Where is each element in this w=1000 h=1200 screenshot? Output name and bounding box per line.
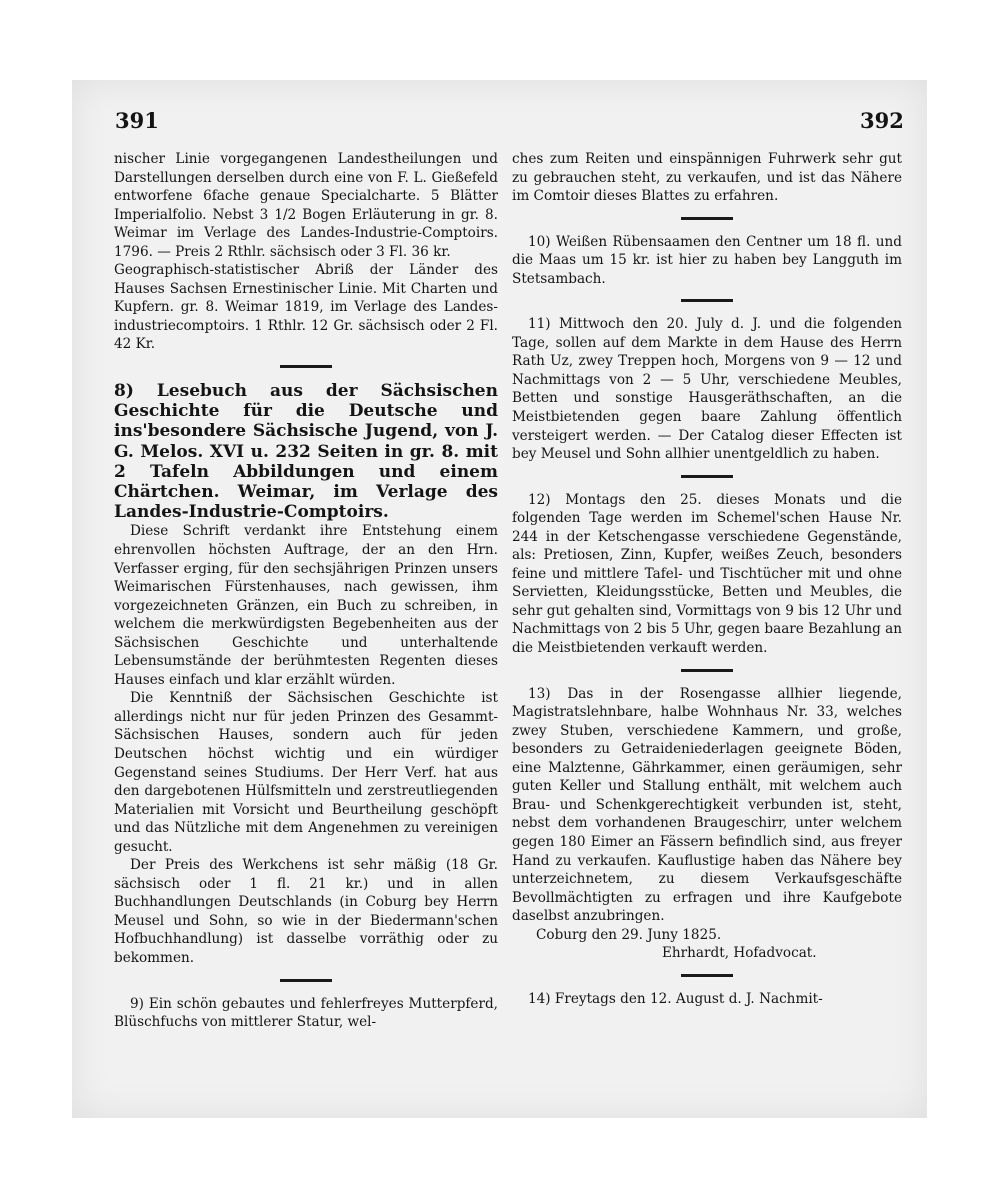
section-divider: [681, 669, 733, 672]
section-divider: [280, 365, 332, 368]
dateline: Coburg den 29. Juny 1825.: [536, 926, 722, 943]
item-8-paragraph-3: Der Preis des Werkchens ist sehr mäßig (18 Gr. sächsisch oder 1 fl. 21 kr.) und in allen Buchhandlungen Deutschlands (in Coburg bey Herrn Meusel und Sohn, so wie in der Biedermann'schen Hofbuchhandlung) ist dasselbe vorräthig oder zu bekommen.: [114, 857, 498, 967]
section-divider: [681, 475, 733, 478]
item-12: 12) Montags den 25. dieses Monats und die folgenden Tage werden im Schemel'schen Hause Nr. 244 in der Ketschengasse verschiedene Gegenstände, als: Pretiosen, Zinn, Kupfer, weißes Zeuch, besonders feine und mittlere Tafel- und Tischtücher mit und ohne Servietten, Kleidungsstücke, Betten und Meubles, die sehr gut gehalten sind, Vormittags von 9 bis 12 Uhr und Nachmittags von 2 bis 5 Uhr, gegen baare Bezahlung an die Meistbietenden verkauft werden.: [512, 491, 902, 657]
right-column: [512, 150, 902, 1008]
item-9-start: 9) Ein schön gebautes und fehlerfreyes Mutterpferd, Blüschfuchs von mittlerer Statur, wel-: [114, 995, 498, 1031]
item-13: 13) Das in der Rosengasse allhier liegende, Magistratslehnbare, halbe Wohnhaus Nr. 33, welches zwey Stuben, verschiedene Kammern, und große, besonders zu Getraideniederlagen geeignete Böden, eine Malztenne, Gährkammer, einen geräumigen, sehr guten Keller und Stallung enthält, mit welchem auch Brau- und Schenkgerechtigkeit verbunden ist, steht, nebst dem vorhandenen Braugeschirr, unter welchem gegen 180 Eimer an Fässern befindlich sind, aus freyer Hand zu verkaufen. Kauflustige haben das Nähere bey unterzeichnetem, zu diesem Verkaufsgeschäfte Bevollmächtigten zu erfragen und ihre Kaufgebote daselbst anzubringen.: [512, 685, 902, 925]
item-11: 11) Mittwoch den 20. July d. J. und die folgenden Tage, sollen auf dem Markte in dem Hause des Herrn Rath Uz, zwey Treppen hoch, Morgens von 9 — 12 und Nachmittags von 2 — 5 Uhr, verschiedene Meubles, Betten und sonstige Hausgeräthschaften, an die Meistbietenden gegen baare Zahlung öffentlich versteigert werden. — Der Catalog dieser Effecten ist bey Meusel und Sohn allhier unentgeldlich zu haben.: [512, 316, 902, 463]
section-divider: [681, 299, 733, 302]
item-8-heading: 8) Lesebuch aus der Sächsischen Geschichte für die Deutsche und ins'besondere Sächsische Jugend, von J. G. Melos. XVI u. 232 Seiten in gr. 8. mit 2 Tafeln Abbildungen und einem Chärtchen. Weimar, im Verlage des Landes-Industrie-Comptoirs.: [114, 381, 498, 523]
item-9-continued: ches zum Reiten und einspännigen Fuhrwerk sehr gut zu gebrauchen steht, zu verkaufen, und ist das Nähere im Comtoir dieses Blattes zu erfahren.: [512, 151, 902, 205]
book-listing-continued: nischer Linie vorgegangenen Landestheilungen und Darstellungen derselben durch eine von F. L. Gießefeld entworfene 6fache genaue Specialcharte. 5 Blätter Imperialfolio. Nebst 3 1/2 Bogen Erläuterung in gr. 8. Weimar im Verlage des Landes-Industrie-Comptoirs. 1796. — Preis 2 Rthlr. sächsisch oder 3 Fl. 36 kr.: [114, 151, 498, 260]
section-divider: [280, 979, 332, 982]
section-divider: [681, 217, 733, 220]
book-listing-abriss: Geographisch-statistischer Abriß der Länder des Hauses Sachsen Ernestinischer Linie. Mit Charten und Kupfern. gr. 8. Weimar 1819, im Verlage des Landes-industriecomptoirs. 1 Rthlr. 12 Gr. sächsisch oder 2 Fl. 42 Kr.: [114, 262, 498, 353]
left-column: [114, 150, 498, 1032]
item-14-start: 14) Freytags den 12. August d. J. Nachmit-: [528, 990, 823, 1007]
item-10: 10) Weißen Rübensaamen den Centner um 18 fl. und die Maas um 15 kr. ist hier zu haben bey Langguth im Stetsambach.: [512, 233, 902, 287]
item-8-paragraph-1: Diese Schrift verdankt ihre Entstehung einem ehrenvollen höchsten Auftrage, der an den Hrn. Verfasser erging, für den sechsjährigen Prinzen unsers Weimarischen Fürstenhauses, nach gewissen, ihm vorgezeichneten Gränzen, ein Buch zu schreiben, in welchem die merkwürdigsten Begebenheiten aus der Sächsischen Geschichte und unterhaltende Lebensumstände der berühmtesten Regenten dieses Hauses einfach und klar erzählt würden.: [114, 523, 498, 688]
section-divider: [681, 974, 733, 977]
signature: Ehrhardt, Hofadvocat.: [662, 945, 817, 962]
right-page-number: 392: [860, 108, 904, 133]
item-8-paragraph-2: Die Kenntniß der Sächsischen Geschichte ist allerdings nicht nur für jeden Prinzen des Gesammt-Sächsischen Hauses, sondern auch für jeden Deutschen höchst wichtig und ein würdiger Gegenstand seines Studiums. Der Herr Verf. hat aus den dargebotenen Hülfsmitteln und zerstreutliegenden Materialien mit Vorsicht und Beurtheilung geschöpft und das Nützliche mit dem Angenehmen zu vereinigen gesucht.: [114, 690, 498, 855]
left-page-number: 391: [115, 108, 159, 133]
